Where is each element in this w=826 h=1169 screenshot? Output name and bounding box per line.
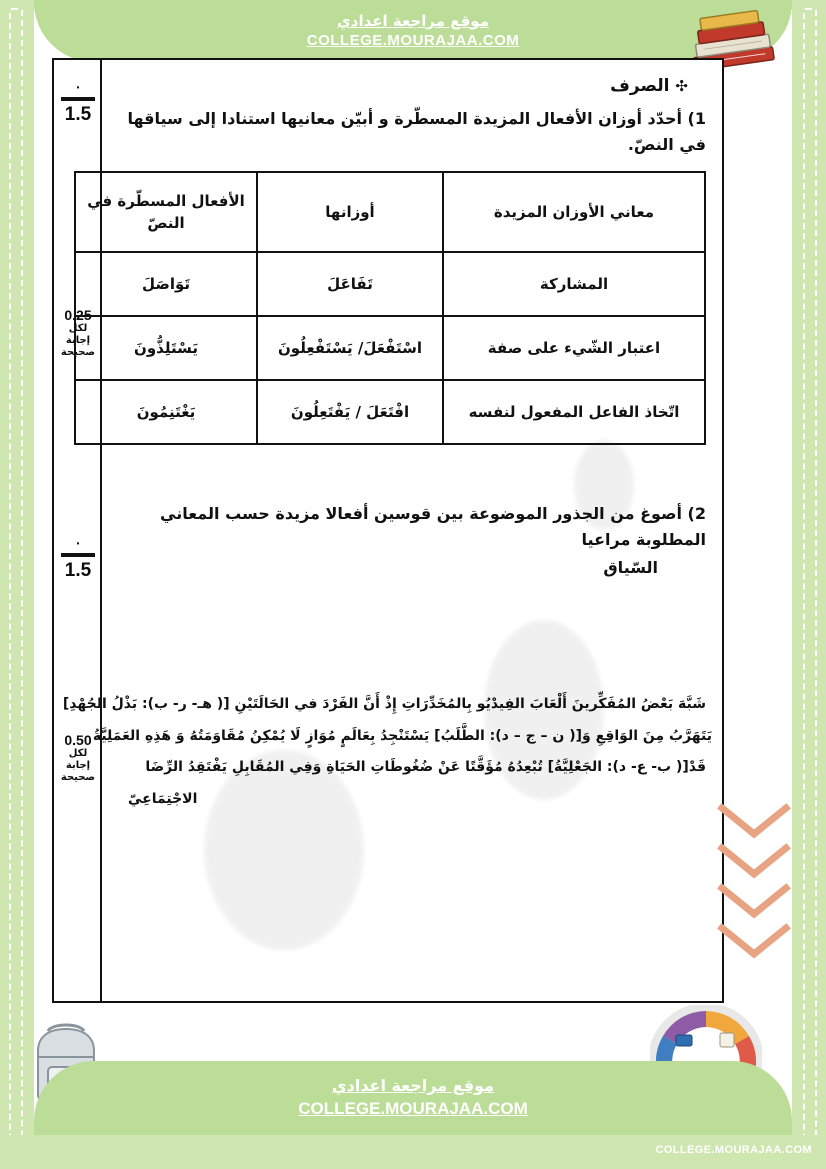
footer-site-title: موقع مراجعة اعدادي: [331, 1075, 495, 1095]
verb-forms-table: [74, 171, 706, 445]
mark-q2-dot: ٠: [74, 535, 82, 550]
mark-q1-detail-note-3: صحيحة: [60, 347, 96, 358]
section-bullet-icon: ✣: [675, 76, 688, 95]
section-heading: [118, 76, 688, 96]
right-decor-border: [792, 0, 826, 1169]
scan-smudge: [484, 620, 604, 800]
cell-meaning-2: اعتبار الشّيء على صفة: [443, 316, 705, 380]
question-2-text: 2) أصوغ من الجذور الموضوعة بين قوسين أفعالا مزيدة حسب المعاني المطلوبة مراعيا: [160, 504, 706, 549]
site-header: [34, 0, 792, 62]
table-row: [75, 252, 705, 316]
exercise-line-3: قَدْ[( ب- ع- د): الجَعْلِيَّةُ] تُبْعِدُهُ مُؤَقَّتًا عَنْ ضُغُوطَاتِ الحَيَاةِ وَفِي المُقَابِلِ يَفْتَقِدُ الرِّضَا: [145, 759, 706, 776]
table-header-patterns: أوزانها: [257, 172, 443, 252]
mark-q2: [54, 535, 102, 582]
mark-q1-detail-note-1: لكل: [68, 323, 88, 334]
question-2-text-cont: السّياق: [603, 558, 658, 578]
table-row: [75, 316, 705, 380]
section-heading-label: الصرف: [610, 76, 670, 96]
footer-watermark: COLLEGE.MOURAJAA.COM: [655, 1144, 812, 1156]
cell-meaning-3: اتّخاذ الفاعل المفعول لنفسه: [443, 380, 705, 444]
mark-q2-detail-note-2: إجابة: [65, 760, 91, 771]
table-header-verbs: الأفعال المسطّرة في النصّ: [75, 172, 257, 252]
cell-pattern-3: افْتَعَلَ / يَفْتَعِلُونَ: [257, 380, 443, 444]
header-site-url: COLLEGE.MOURAJAA.COM: [306, 32, 520, 49]
site-footer: [34, 1061, 792, 1135]
table-header-meanings: معاني الأوزان المزيدة: [443, 172, 705, 252]
cell-pattern-2: اسْتَفْعَلَ/ يَسْتَفْعِلُونَ: [257, 316, 443, 380]
mark-q2-value: 1.5: [64, 560, 92, 581]
scanned-worksheet: [52, 58, 724, 1003]
mark-q1-rule: [61, 97, 95, 101]
footer-site-url: COLLEGE.MOURAJAA.COM: [298, 1099, 528, 1119]
mark-q1: [54, 79, 102, 126]
cell-pattern-1: تَفَاعَلَ: [257, 252, 443, 316]
scan-smudge: [574, 440, 634, 530]
scan-smudge: [204, 750, 364, 950]
cell-meaning-1: المشاركة: [443, 252, 705, 316]
left-decor-border: [0, 0, 34, 1169]
cell-verb-3: يَغْتَنِمُونَ: [75, 380, 257, 444]
exercise-line-1: شَبَّهَ بَعْضُ المُفَكِّرينَ أَلْعَابَ الفِيدْيُو بِالمُخَدِّرَاتِ إِذْ أَنَّ الفَرْدَ في الحَالَتَيْنِ [( هـ- ر- ب): بَذْلُ الجُهْدِ]: [62, 696, 706, 713]
table-header-row: [75, 172, 705, 252]
left-dashed-line: [9, 8, 23, 1161]
exercise-line-2: يَتَهَرَّبُ مِنَ الوَاقِعِ وَ[( ن – ج – د): الطَّلَبُ] يَسْتَنْجِدُ بِعَالَمٍ مُوَازٍ لَا يُمْكِنُ مُقَاوَمَتُهُ وَ هَذِهِ العَمَلِيَّةُ: [92, 727, 712, 744]
mark-q2-detail-note-1: لكل: [68, 748, 88, 759]
mark-q2-detail-score: 0.50: [64, 732, 92, 748]
exercise-line-4: الاجْتِمَاعِيّ: [128, 790, 198, 807]
mark-q2-rule: [61, 553, 95, 557]
mark-q1-detail-score: 0.25: [64, 307, 92, 323]
mark-q1-detail-note-2: إجابة: [65, 335, 91, 346]
table-row: [75, 380, 705, 444]
chevron-decoration-icon: [714, 800, 792, 960]
question-1-text: 1) أحدّد أوزان الأفعال المزيدة المسطّرة و أبيّن معانيها استنادا إلى سياقها في النصّ.: [127, 109, 706, 154]
cell-verb-1: تَوَاصَلَ: [75, 252, 257, 316]
cell-verb-2: يَسْتَلِذُّونَ: [75, 316, 257, 380]
header-site-title: موقع مراجعة اعدادي: [337, 11, 489, 30]
bottom-decor-strip: [0, 1135, 826, 1169]
mark-q1-value: 1.5: [64, 104, 92, 125]
mark-q2-detail-note-3: صحيحة: [60, 772, 96, 783]
right-dashed-line: [803, 8, 817, 1161]
mark-q1-dot: ٠: [74, 79, 82, 94]
